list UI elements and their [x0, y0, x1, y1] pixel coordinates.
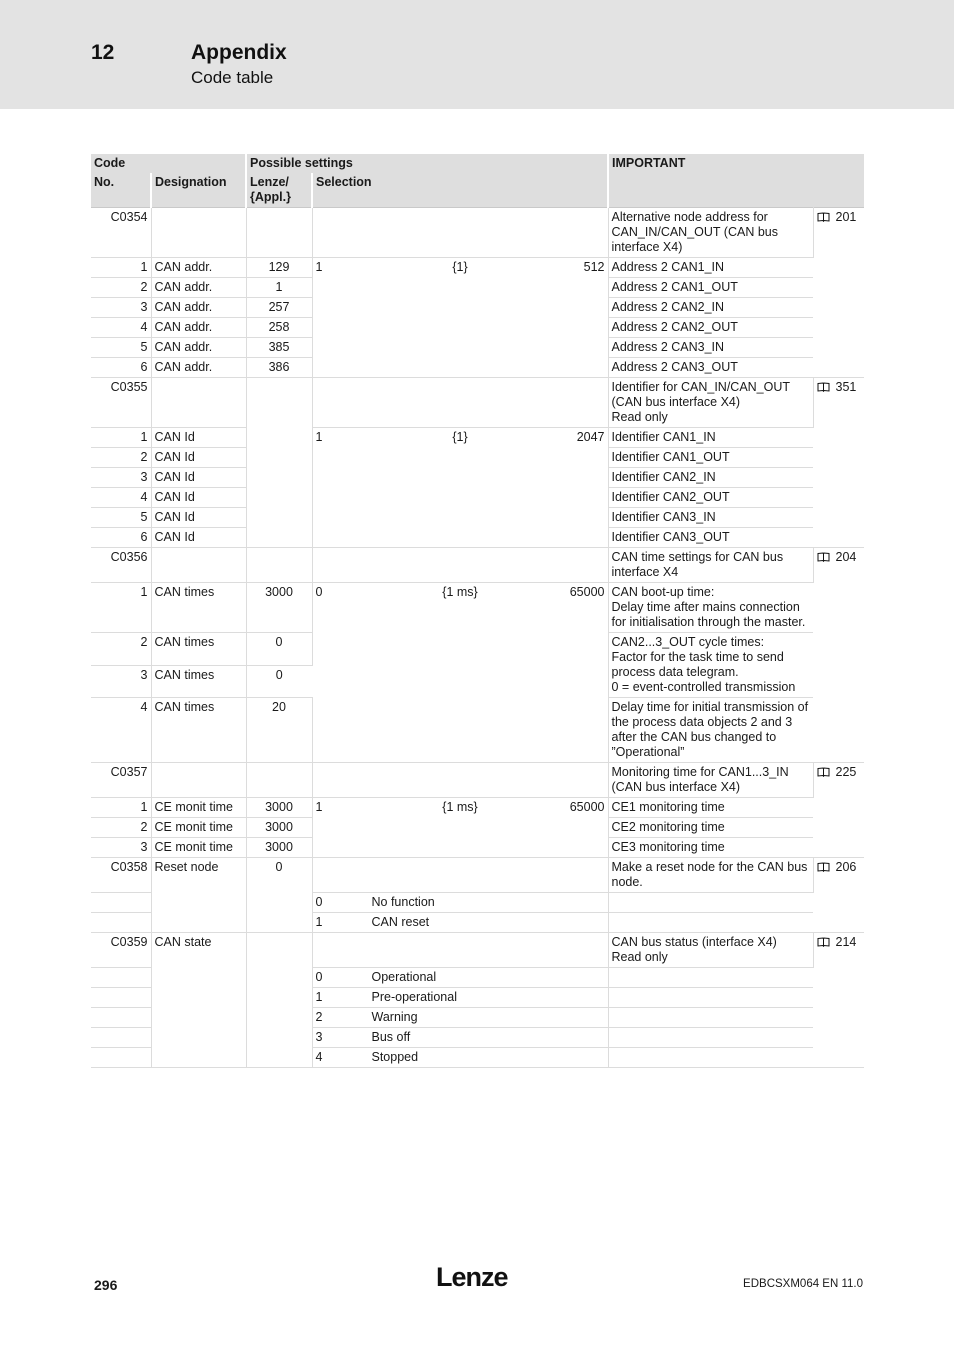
subcode-important: CAN2...3_OUT cycle times: Factor for the task time to send process data telegram. 0 = event-controlled transmission	[608, 633, 813, 698]
subcode-number: 3	[91, 298, 151, 318]
header-band	[0, 0, 954, 109]
option-label: No function	[371, 895, 435, 909]
lenze-default	[246, 548, 312, 583]
reference-cell	[813, 858, 864, 933]
subcode-row	[91, 428, 864, 448]
subcode-designation: CAN addr.	[151, 298, 246, 318]
selection-cell	[312, 763, 608, 798]
lenze-default: 0	[246, 858, 312, 933]
table-body	[91, 208, 864, 1068]
subcode-number: 4	[91, 698, 151, 763]
selection-cell	[312, 208, 608, 258]
code-row	[91, 858, 864, 893]
reference-cell	[813, 763, 864, 858]
subcode-designation: CAN Id	[151, 508, 246, 528]
option-label: Operational	[371, 970, 437, 984]
selection-range-line	[316, 260, 605, 275]
subcode-number: 1	[91, 798, 151, 818]
lenze-default	[246, 933, 312, 1068]
subcode-number: 4	[91, 488, 151, 508]
lenze-default	[246, 208, 312, 258]
option-important	[608, 1028, 813, 1048]
code-number: C0354	[91, 208, 151, 258]
subcode-designation: CAN addr.	[151, 278, 246, 298]
important-text: CAN bus status (interface X4) Read only	[608, 933, 813, 968]
option-selection	[312, 1008, 608, 1028]
subcode-lenze: 0	[246, 665, 312, 698]
option-important	[608, 968, 813, 988]
subcode-designation: CE monit time	[151, 838, 246, 858]
code-number: C0358	[91, 858, 151, 893]
subcode-important: Identifier CAN3_OUT	[608, 528, 813, 548]
subcode-important: Identifier CAN2_IN	[608, 468, 813, 488]
head-code: Code	[91, 154, 246, 173]
subcode-number: 2	[91, 448, 151, 468]
subcode-lenze: 3000	[246, 838, 312, 858]
subcode-lenze: 3000	[246, 583, 312, 633]
subcode-lenze: 258	[246, 318, 312, 338]
option-pair	[316, 1050, 605, 1065]
selection-unit: {1 ms}	[442, 585, 478, 599]
designation	[151, 763, 246, 798]
subcode-important: Address 2 CAN1_IN	[608, 258, 813, 278]
book-icon	[817, 862, 830, 872]
selection-max: 512	[583, 260, 605, 274]
option-value: 2	[315, 1010, 323, 1024]
chapter-number: 12	[91, 41, 115, 64]
code-row	[91, 208, 864, 258]
reference-page: 214	[835, 935, 857, 949]
option-important	[608, 913, 813, 933]
subcode-row	[91, 258, 864, 278]
option-selection	[312, 893, 608, 913]
subcode-lenze: 129	[246, 258, 312, 278]
code-number: C0359	[91, 933, 151, 968]
subcode-number: 2	[91, 818, 151, 838]
selection-cell	[312, 858, 608, 893]
reference-cell	[813, 548, 864, 763]
reference-page: 351	[835, 380, 857, 394]
book-icon	[817, 767, 830, 777]
subcode-important: CE1 monitoring time	[608, 798, 813, 818]
code-table	[91, 154, 864, 1068]
subcode-lenze: 0	[246, 633, 312, 666]
subcode-important: Address 2 CAN2_IN	[608, 298, 813, 318]
selection-min: 1	[315, 260, 323, 274]
selection-max: 65000	[569, 585, 605, 599]
subcode-important: CE2 monitoring time	[608, 818, 813, 838]
important-text: CAN time settings for CAN bus interface X4	[608, 548, 813, 583]
book-icon	[817, 382, 830, 392]
selection-range	[312, 583, 608, 763]
designation: CAN state	[151, 933, 246, 1068]
selection-max: 65000	[569, 800, 605, 814]
head-lenze-line1: Lenze/	[250, 175, 289, 189]
subcode-designation: CAN Id	[151, 468, 246, 488]
selection-cell	[312, 548, 608, 583]
subcode-lenze: 3000	[246, 818, 312, 838]
designation: Reset node	[151, 858, 246, 933]
subcode-number: 4	[91, 318, 151, 338]
subcode-number: 2	[91, 278, 151, 298]
book-icon	[817, 212, 830, 222]
lenze-default	[246, 763, 312, 798]
code-number: C0355	[91, 378, 151, 428]
option-no-cell	[91, 968, 151, 988]
option-label: Warning	[371, 1010, 418, 1024]
subcode-important: Identifier CAN1_IN	[608, 428, 813, 448]
selection-range	[312, 798, 608, 858]
option-pair	[316, 1030, 605, 1045]
subcode-important: CAN boot-up time: Delay time after mains connection for initialisation through the master.	[608, 583, 813, 633]
subcode-important: Delay time for initial transmission of the process data objects 2 and 3 after the CAN bus changed to ”Operational”	[608, 698, 813, 763]
option-value: 0	[315, 895, 323, 909]
subcode-number: 2	[91, 633, 151, 666]
subcode-number: 5	[91, 508, 151, 528]
subcode-important: CE3 monitoring time	[608, 838, 813, 858]
subcode-number: 3	[91, 838, 151, 858]
subcode-number: 1	[91, 258, 151, 278]
option-value: 1	[315, 990, 323, 1004]
subcode-designation: CE monit time	[151, 798, 246, 818]
option-selection	[312, 1028, 608, 1048]
important-text: Monitoring time for CAN1...3_IN (CAN bus interface X4)	[608, 763, 813, 798]
option-selection	[312, 968, 608, 988]
selection-max: 2047	[576, 430, 605, 444]
code-row	[91, 763, 864, 798]
option-no-cell	[91, 1048, 151, 1068]
option-important	[608, 1008, 813, 1028]
subcode-row	[91, 583, 864, 633]
book-icon	[817, 937, 830, 947]
head-possible-settings: Possible settings	[246, 154, 608, 173]
subcode-important: Address 2 CAN3_IN	[608, 338, 813, 358]
subcode-important: Address 2 CAN1_OUT	[608, 278, 813, 298]
subcode-designation: CAN Id	[151, 448, 246, 468]
subcode-designation: CAN Id	[151, 428, 246, 448]
selection-min: 1	[315, 800, 323, 814]
selection-range-line	[316, 430, 605, 445]
subcode-designation: CE monit time	[151, 818, 246, 838]
subcode-lenze: 257	[246, 298, 312, 318]
option-pair	[316, 1010, 605, 1025]
subcode-important: Address 2 CAN2_OUT	[608, 318, 813, 338]
option-pair	[316, 915, 605, 930]
option-no-cell	[91, 893, 151, 913]
subcode-designation: CAN Id	[151, 488, 246, 508]
subcode-lenze: 1	[246, 278, 312, 298]
subcode-designation: CAN Id	[151, 528, 246, 548]
option-pair	[316, 990, 605, 1005]
option-important	[608, 988, 813, 1008]
subcode-number: 3	[91, 665, 151, 698]
option-value: 0	[315, 970, 323, 984]
option-no-cell	[91, 988, 151, 1008]
selection-unit: {1}	[452, 430, 468, 444]
subcode-number: 5	[91, 338, 151, 358]
reference-page: 206	[835, 860, 857, 874]
page-number: 296	[94, 1277, 118, 1293]
code-row	[91, 378, 864, 428]
selection-unit: {1 ms}	[442, 800, 478, 814]
option-pair	[316, 970, 605, 985]
subcode-designation: CAN times	[151, 665, 246, 698]
option-important	[608, 893, 813, 913]
subcode-lenze: 385	[246, 338, 312, 358]
head-no: No.	[91, 173, 151, 208]
designation	[151, 378, 246, 428]
important-text: Make a reset node for the CAN bus node.	[608, 858, 813, 893]
section-title: Code table	[191, 68, 274, 87]
selection-range	[312, 428, 608, 548]
selection-cell	[312, 933, 608, 968]
selection-min: 1	[315, 430, 323, 444]
subcode-number: 6	[91, 358, 151, 378]
subcode-designation: CAN addr.	[151, 318, 246, 338]
subcode-lenze: 20	[246, 698, 312, 763]
head-lenze	[246, 173, 312, 208]
subcode-important: Identifier CAN1_OUT	[608, 448, 813, 468]
option-no-cell	[91, 1008, 151, 1028]
option-pair	[316, 895, 605, 910]
subcode-designation: CAN times	[151, 698, 246, 763]
designation	[151, 548, 246, 583]
option-label: CAN reset	[371, 915, 430, 929]
head-important: IMPORTANT	[608, 154, 864, 208]
subcode-number: 1	[91, 428, 151, 448]
important-text: Identifier for CAN_IN/CAN_OUT (CAN bus interface X4) Read only	[608, 378, 813, 428]
selection-min: 0	[315, 585, 323, 599]
option-label: Stopped	[371, 1050, 419, 1064]
reference-cell	[813, 933, 864, 1068]
reference-cell	[813, 208, 864, 378]
option-label: Pre-operational	[371, 990, 457, 1004]
subcode-designation: CAN addr.	[151, 338, 246, 358]
designation	[151, 208, 246, 258]
option-important	[608, 1048, 813, 1068]
subcode-designation: CAN times	[151, 633, 246, 666]
subcode-number: 6	[91, 528, 151, 548]
important-text: Alternative node address for CAN_IN/CAN_OUT (CAN bus interface X4)	[608, 208, 813, 258]
option-no-cell	[91, 1028, 151, 1048]
head-lenze-line2: {Appl.}	[250, 190, 291, 204]
reference-page: 204	[835, 550, 857, 564]
code-number: C0356	[91, 548, 151, 583]
selection-range-line	[316, 800, 605, 815]
option-value: 1	[315, 915, 323, 929]
subcode-designation: CAN addr.	[151, 258, 246, 278]
document-id: EDBCSXM064 EN 11.0	[743, 1278, 863, 1290]
subcode-important: Identifier CAN2_OUT	[608, 488, 813, 508]
subcode-number: 1	[91, 583, 151, 633]
subcode-designation: CAN times	[151, 583, 246, 633]
head-designation: Designation	[151, 173, 246, 208]
code-number: C0357	[91, 763, 151, 798]
option-selection	[312, 1048, 608, 1068]
selection-range-line	[316, 585, 605, 600]
subcode-designation: CAN addr.	[151, 358, 246, 378]
option-no-cell	[91, 913, 151, 933]
code-row	[91, 548, 864, 583]
head-selection: Selection	[312, 173, 608, 208]
option-value: 3	[315, 1030, 323, 1044]
reference-page: 225	[835, 765, 857, 779]
subcode-row	[91, 798, 864, 818]
option-label: Bus off	[371, 1030, 411, 1044]
option-selection	[312, 913, 608, 933]
subcode-number: 3	[91, 468, 151, 488]
book-icon	[817, 552, 830, 562]
subcode-lenze: 3000	[246, 798, 312, 818]
selection-cell	[312, 378, 608, 428]
selection-range	[312, 258, 608, 378]
subcode-lenze: 386	[246, 358, 312, 378]
chapter-title: Appendix	[191, 41, 287, 64]
subcode-important: Address 2 CAN3_OUT	[608, 358, 813, 378]
option-selection	[312, 988, 608, 1008]
lenze-logo: Lenze	[436, 1262, 508, 1292]
option-value: 4	[315, 1050, 323, 1064]
selection-unit: {1}	[452, 260, 468, 274]
lenze-default	[246, 378, 312, 548]
code-row	[91, 933, 864, 968]
subcode-important: Identifier CAN3_IN	[608, 508, 813, 528]
reference-page: 201	[835, 210, 857, 224]
reference-cell	[813, 378, 864, 548]
